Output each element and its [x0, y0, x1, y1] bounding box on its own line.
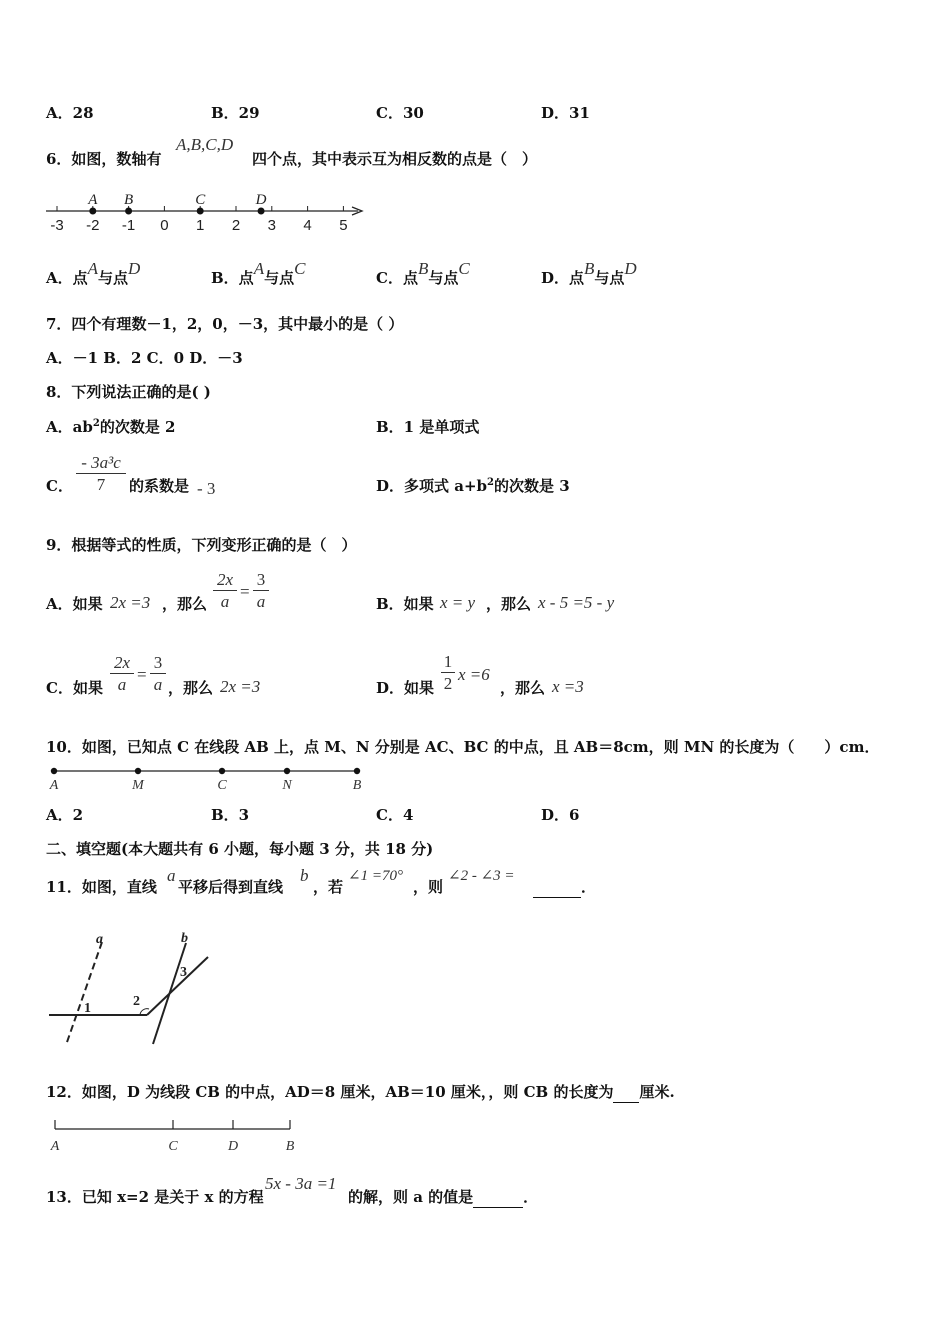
q9-option-a-frac2-den: a	[256, 592, 266, 611]
number-line-point-label: B	[124, 192, 134, 208]
q6-option-c-p1: B	[417, 259, 429, 278]
q5-option-a: A．28	[46, 104, 94, 122]
q11-stem-b: 平移后得到直线	[178, 878, 284, 896]
q10-segment-label: C	[217, 778, 227, 793]
q6-option-d-p1: B	[584, 259, 595, 278]
q6-option-d-prefix: D．点	[541, 269, 585, 287]
number-line-point-label: C	[195, 192, 206, 208]
q8-option-c-val: - 3	[197, 479, 216, 498]
number-line-tick-label: 0	[160, 217, 169, 234]
q10-segment-label: A	[49, 778, 59, 793]
q7-stem: 7．四个有理数－1，2，0，－3，其中最小的是（ ）	[46, 315, 404, 333]
q10-option-c: C．4	[376, 806, 414, 824]
q9-option-c-mid: ，那么	[168, 679, 214, 697]
q9-option-a-eqsign: =	[240, 582, 250, 601]
q9-option-a-mid: ，那么	[162, 595, 208, 613]
q11-stem-c: ，若	[313, 878, 344, 896]
q9-option-a-frac2-num: 3	[253, 570, 269, 591]
q9-option-a-eq: 2x =3	[110, 593, 151, 612]
q5-option-b: B．29	[211, 104, 260, 122]
q6-option-b-p2: C	[294, 259, 306, 278]
q12-stem: 12．如图，D 为线段 CB 的中点，AD＝8 厘米，AB＝10 厘米，，则 CB 的长度为	[46, 1083, 614, 1101]
q10-option-d: D．6	[541, 806, 580, 824]
q12-segment-points	[50, 1120, 295, 1154]
q7-options: A．－1 B．2 C．0 D．－3	[46, 349, 243, 367]
q9-option-a-prefix: A．如果	[46, 595, 103, 613]
q6-option-a-p1: A	[87, 259, 99, 278]
q11-angle-given: ∠1 =70°	[348, 868, 403, 884]
q11-stem-e: ．	[581, 878, 597, 896]
q8-option-d-text: D．多项式 a+b	[376, 477, 488, 495]
q8-option-a-text: A．ab	[46, 418, 93, 436]
q6-points-label: A,B,C,D	[176, 135, 234, 154]
q12-unit: 厘米.	[639, 1083, 675, 1101]
q9-option-b-mid: ，那么	[486, 595, 532, 613]
q11-angle-expr: ∠2 - ∠3 =	[448, 868, 515, 884]
q10-option-a: A．2	[46, 806, 84, 824]
q9-option-c-frac2-den: a	[153, 675, 163, 694]
q6-option-c-prefix: C．点	[376, 269, 418, 287]
q10-option-b: B．3	[211, 806, 250, 824]
q9-option-d-prefix: D．如果	[376, 679, 435, 697]
number-line-tick-label: 2	[231, 217, 241, 234]
q11-stem-a: 11．如图，直线	[46, 878, 157, 896]
number-line-tick-label: 3	[267, 217, 276, 234]
q6-option-c-p2: C	[458, 259, 470, 278]
q9-option-c-frac1-den: a	[117, 675, 127, 694]
q6-option-a-mid: 与点	[98, 269, 129, 287]
number-line-point-label: A	[88, 192, 98, 208]
q11-line-a: a	[167, 866, 176, 885]
q11-figure-label-b: b	[181, 931, 188, 946]
number-line-tick-label: -3	[50, 217, 64, 234]
q10-stem: 10．如图，已知点 C 在线段 AB 上，点 M、N 分别是 AC、BC 的中点，且 AB＝8cm，则 MN 的长度为（ ）cm．	[46, 738, 880, 756]
q9-option-c-prefix: C．如果	[46, 679, 103, 697]
q6-option-b-mid: 与点	[264, 269, 295, 287]
q13-answer-blank[interactable]	[473, 1187, 523, 1208]
number-line-tick-label: 4	[303, 217, 312, 234]
q9-option-a-frac1-den: a	[220, 592, 230, 611]
q11-figure-label-2: 2	[133, 994, 140, 1009]
q8-option-c-prefix: C．	[46, 477, 73, 495]
number-line-point-label: D	[255, 192, 267, 208]
q9-option-b-prefix: B．如果	[376, 595, 434, 613]
number-line-tick-label: -1	[121, 217, 136, 234]
q8-option-d-sup: 2	[487, 477, 494, 488]
q6-option-d-mid: 与点	[594, 269, 625, 287]
q9-option-d-frac-num: 1	[441, 652, 455, 673]
q13-stem-a: 13．已知 x=2 是关于 x 的方程	[46, 1188, 264, 1206]
q9-option-d-frac-den: 2	[443, 674, 453, 693]
q9-option-c-eqsign: =	[137, 665, 147, 684]
q13-equation: 5x - 3a =1	[265, 1174, 337, 1193]
q8-option-c-mid: 的系数是	[129, 477, 190, 495]
q12-segment-label: D	[227, 1139, 239, 1154]
q10-segment-label: M	[132, 778, 144, 793]
number-line-tick-label: -2	[86, 217, 100, 234]
q5-option-c: C．30	[376, 104, 424, 122]
q6-option-c-mid: 与点	[428, 269, 459, 287]
section-2-heading: 二、填空题(本大题共有 6 小题，每小题 3 分，共 18 分)	[46, 840, 434, 858]
q9-option-c-frac1-num: 2x	[110, 653, 134, 674]
q8-option-c-den: 7	[96, 475, 106, 494]
q10-segment-label: N	[282, 778, 292, 793]
q5-option-d: D．31	[541, 104, 590, 122]
q13-stem-b: 的解，则 a 的值是	[348, 1188, 474, 1206]
q11-line-b: b	[300, 866, 309, 885]
q9-option-d-eq: x =3	[552, 677, 584, 696]
number-line-tick-label: 5	[339, 217, 348, 234]
q11-figure-label-1: 1	[84, 1001, 91, 1016]
q13-stem-line	[348, 1187, 538, 1208]
q12-segment-label: C	[168, 1139, 178, 1154]
q11-stem-d: ，则	[413, 878, 444, 896]
q8-stem: 8．下列说法正确的是( )	[46, 383, 211, 401]
q9-option-b-eq2: x - 5 =5 - y	[538, 593, 615, 612]
q9-option-c-eq: 2x =3	[220, 677, 261, 696]
q10-segment-label: B	[352, 778, 362, 793]
q11-figure-label-a: a	[96, 932, 103, 947]
q9-option-b-eq1: x = y	[440, 593, 476, 612]
q9-option-d-mid: ，那么	[500, 679, 546, 697]
q9-option-c-frac2-num: 3	[150, 653, 166, 674]
q8-option-a-sup: 2	[92, 418, 100, 429]
q9-option-a-frac1-num: 2x	[213, 570, 237, 591]
q8-option-c-num: - 3a³c	[76, 453, 126, 474]
q8-option-b: B．1 是单项式	[376, 418, 480, 436]
q6-stem-a: 6．如图，数轴有	[46, 150, 162, 168]
q12-segment-label: B	[285, 1139, 295, 1154]
q9-option-d-rest: x =6	[458, 665, 490, 684]
q6-option-a-prefix: A．点	[46, 269, 88, 287]
q11-figure-label-3: 3	[180, 965, 187, 980]
q6-option-a-p2: D	[128, 259, 141, 278]
number-line-tick-label: 1	[196, 217, 205, 234]
q9-stem: 9．根据等式的性质，下列变形正确的是（ ）	[46, 536, 357, 554]
q6-option-b-p1: A	[253, 259, 265, 278]
q13-stem-c: ．	[523, 1188, 539, 1206]
q6-stem-b: 四个点，其中表示互为相反数的点是（ ）	[252, 150, 538, 168]
q8-option-d-tail: 的次数是 3	[493, 477, 570, 495]
q12-segment-label: A	[50, 1139, 60, 1154]
q6-option-d-p2: D	[624, 259, 637, 278]
q6-option-b-prefix: B．点	[211, 269, 254, 287]
q8-option-a-tail: 的次数是 2	[99, 418, 176, 436]
